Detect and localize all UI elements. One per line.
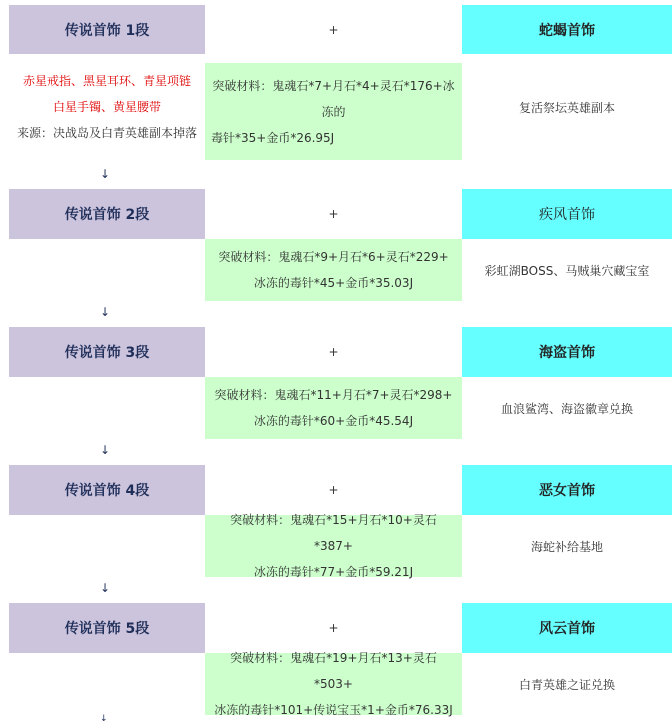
stage-1-header [9,5,205,54]
plus-sign: + [328,345,339,359]
stage-4-label: 传说首饰 4段 [64,483,150,499]
stage-4-source [462,515,672,577]
stage-2-label: 传说首饰 2段 [64,207,150,223]
set-name-label: 海盗首饰 [539,345,595,361]
source-label: 白青英雄之证兑换 [518,677,615,692]
stage-4-materials [205,515,462,577]
material-line: 突破材料：鬼魂石*11+月石*7+灵石*298+ [214,388,453,402]
stage-5-source [462,653,672,715]
stage-1-materials [205,63,462,160]
set-name-label: 恶女首饰 [539,483,595,499]
down-arrow-icon: ↓ [100,167,111,181]
plus-sign: + [328,22,339,37]
stage-2-plus [205,189,462,239]
set-name-label: 风云首饰 [539,621,595,637]
set-name-label: 蛇蝎首饰 [539,22,595,39]
material-line: 冰冻的毒针*60+金币*45.54J [253,414,414,428]
material-line: 毒针*35+金币*26.95J [211,130,335,145]
stage-1-label: 传说首饰 1段 [64,22,150,39]
material-line: 冰冻的毒针*77+金币*59.21J [253,565,414,579]
stage-3-materials [205,377,462,439]
stage-2-source [462,239,672,301]
source-label: 复活祭坛英雄副本 [518,100,615,115]
stage-4-header [9,465,205,515]
set-name-label: 疾风首饰 [539,207,595,223]
material-line: 突破材料：鬼魂石*15+月石*10+灵石*387+ [230,513,437,553]
down-arrow-icon: ↓ [100,305,111,319]
stage-1-set-name [462,5,672,54]
stage-1-plus [205,5,462,54]
material-line: 突破材料：鬼魂石*19+月石*13+灵石*503+ [230,651,437,691]
material-line: 突破材料：鬼魂石*7+月石*4+灵石*176+冰冻的 [212,78,455,119]
stage-3-label: 传说首饰 3段 [64,345,150,361]
down-arrow-icon: ↓ [100,443,111,457]
stage-1-source [462,54,672,160]
material-line: 突破材料：鬼魂石*9+月石*6+灵石*229+ [218,250,449,264]
stage-5-header [9,603,205,653]
stage-5-label: 传说首饰 5段 [64,621,150,637]
plus-sign: + [328,621,339,635]
star-items-source: 来源：决战岛及白青英雄副本掉落 [16,126,197,140]
source-label: 血浪鲨湾、海盗徽章兑换 [500,401,633,416]
source-label: 海蛇补给基地 [530,539,603,554]
stage-3-set-name [462,327,672,377]
stage-4-set-name [462,465,672,515]
stage-5-materials [205,653,462,715]
stage-1-base-items [9,54,205,160]
stage-2-set-name [462,189,672,239]
source-label: 彩虹湖BOSS、马贼巢穴藏宝室 [484,263,650,278]
plus-sign: + [328,207,339,221]
material-line: 冰冻的毒针*101+传说宝玉*1+金币*76.33J [214,703,453,717]
down-arrow-icon: ↓ [100,714,108,724]
down-arrow-icon: ↓ [100,581,111,595]
stage-3-header [9,327,205,377]
plus-sign: + [328,483,339,497]
material-line: 冰冻的毒针*45+金币*35.03J [253,276,414,290]
stage-3-plus [205,327,462,377]
stage-3-source [462,377,672,439]
star-items-line-1: 赤星戒指、黑星耳环、青星项链 [22,74,191,88]
stage-5-set-name [462,603,672,653]
stage-2-header [9,189,205,239]
stage-2-materials [205,239,462,301]
star-items-line-2: 白星手镯、黄星腰带 [52,100,161,114]
